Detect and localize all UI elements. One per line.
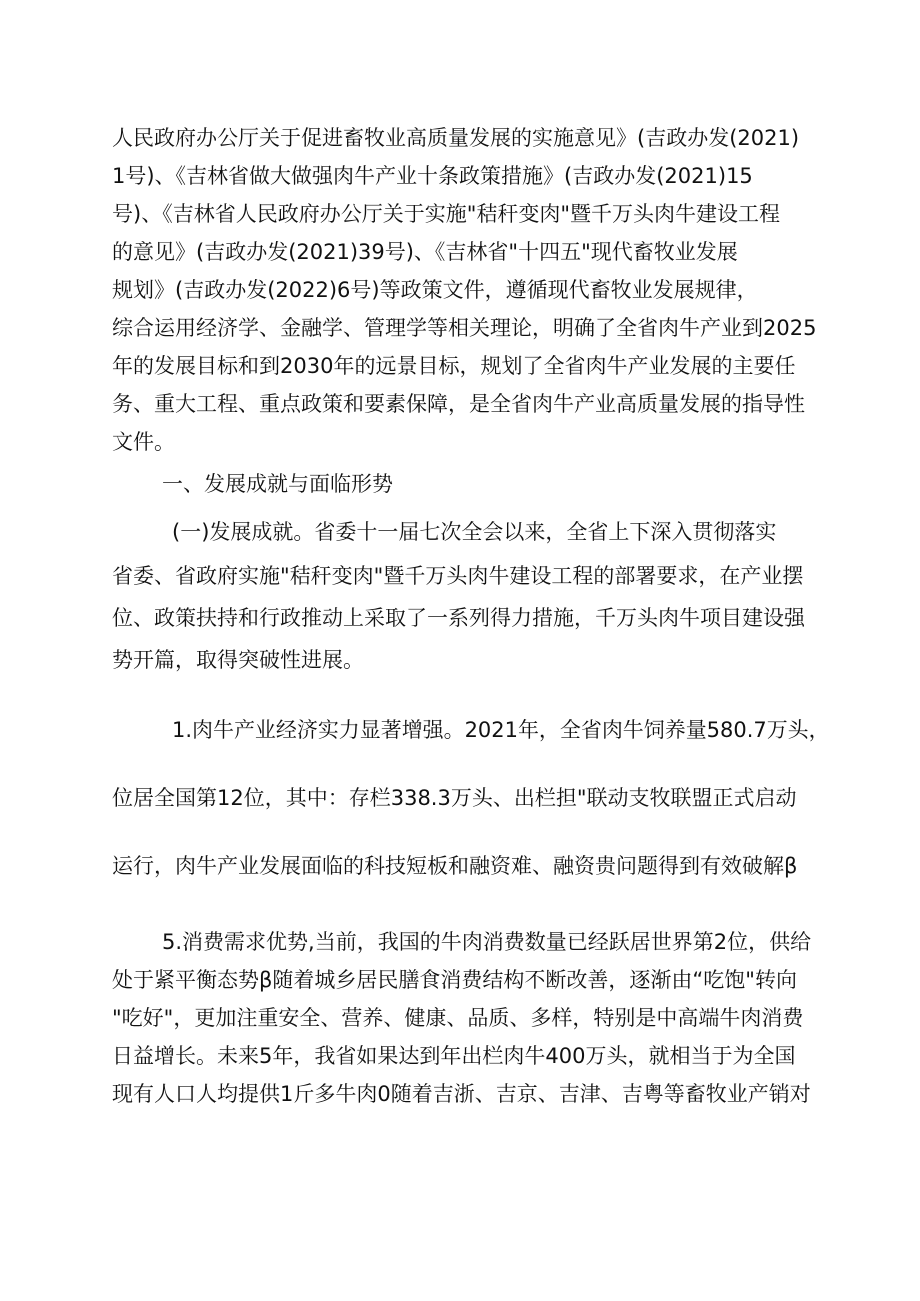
paragraph-line: 人民政府办公厅关于促进畜牧业高质量发展的实施意见》(吉政办发(2021) — [112, 126, 800, 150]
paragraph-line: 5.消费需求优势,当前，我国的牛肉消费数量已经跃居世界第2位，供给 — [162, 930, 812, 954]
paragraph-line: 综合运用经济学、金融学、管理学等相关理论，明确了全省肉牛产业到2025 — [112, 316, 817, 340]
paragraph-line: 运行，肉牛产业发展面临的科技短板和融资难、融资贵问题得到有效破解β — [112, 854, 798, 878]
paragraph-line: 文件。 — [112, 430, 175, 454]
paragraph-line: 位、政策扶持和行政推动上采取了一系列得力措施，千万头肉牛项目建设强 — [112, 606, 805, 630]
paragraph-line: (一)发展成就。省委十一届七次全会以来，全省上下深入贯彻落实 — [172, 520, 777, 544]
paragraph-line: 务、重大工程、重点政策和要素保障，是全省肉牛产业高质量发展的指导性 — [112, 392, 805, 416]
paragraph-line: 的意见》(吉政办发(2021)39号)、《吉林省"十四五"现代畜牧业发展 — [112, 240, 738, 264]
paragraph-line: 规划》(吉政办发(2022)6号)等政策文件，遵循现代畜牧业发展规律， — [112, 278, 758, 302]
paragraph-line: 省委、省政府实施"秸秆变肉"暨千万头肉牛建设工程的部署要求，在产业摆 — [112, 564, 804, 588]
paragraph-line: 位居全国第12位，其中：存栏338.3万头、出栏担"联动支牧联盟正式启动 — [112, 786, 797, 810]
paragraph-line: 1.肉牛产业经济实力显著增强。2021年，全省肉牛饲养量580.7万头， — [172, 718, 830, 742]
paragraph-line: 号)、《吉林省人民政府办公厅关于实施"秸秆变肉"暨千万头肉牛建设工程 — [112, 202, 781, 226]
section-heading: 一、发展成就与面临形势 — [162, 472, 393, 496]
paragraph-line: "吃好"，更加注重安全、营养、健康、品质、多样，特别是中高端牛肉消费 — [112, 1006, 804, 1030]
paragraph-line: 处于紧平衡态势β随着城乡居民膳食消费结构不断改善，逐渐由“吃饱"转向 — [112, 968, 797, 992]
paragraph-line: 势开篇，取得突破性进展。 — [112, 648, 364, 672]
paragraph-line: 1号)、《吉林省做大做强肉牛产业十条政策措施》(吉政办发(2021)15 — [112, 164, 753, 188]
paragraph-line: 日益增长。未来5年，我省如果达到年出栏肉牛400万头，就相当于为全国 — [112, 1044, 796, 1068]
paragraph-line: 现有人口人均提供1斤多牛肉0随着吉浙、吉京、吉津、吉粤等畜牧业产销对 — [112, 1082, 811, 1106]
paragraph-line: 年的发展目标和到2030年的远景目标，规划了全省肉牛产业发展的主要任 — [112, 354, 796, 378]
